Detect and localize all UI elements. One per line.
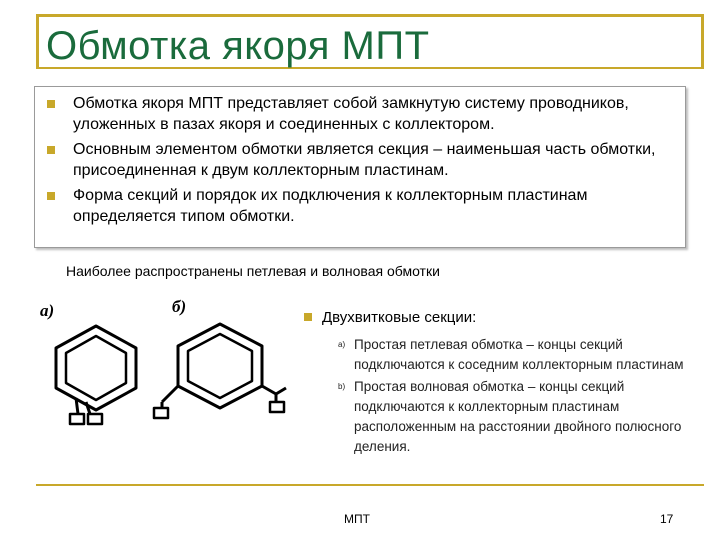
bullet-item <box>47 139 675 181</box>
frame-right-line <box>701 14 704 68</box>
sub-item-a <box>304 335 684 375</box>
sub-text-b: Простая волновая обмотка – концы секций подключаются к коллекторным пластинам расположенным на расстоянии двойного полюсного деления. <box>354 379 682 454</box>
bullet-square-icon <box>47 146 55 154</box>
section-types-panel <box>304 308 684 459</box>
definition-box <box>34 86 686 248</box>
frame-top-line <box>36 14 704 17</box>
bullet-text: Форма секций и порядок их подключения к коллекторным пластинам определяется типом обмотки. <box>73 187 588 225</box>
bullet-item <box>47 93 675 135</box>
winding-diagram <box>36 290 306 450</box>
label-a: а) <box>40 301 55 320</box>
sub-marker-a: a) <box>338 340 346 349</box>
bullet-list <box>35 87 685 227</box>
bullet-text: Основным элементом обмотки является секция – наименьшая часть обмотки, присоединенная к двум коллекторным пластинам. <box>73 141 656 179</box>
bullet-square-icon <box>47 192 55 200</box>
bullet-square-icon <box>304 313 312 321</box>
sub-item-b <box>304 377 684 457</box>
loop-winding-section <box>56 326 136 424</box>
page-number: 17 <box>660 512 674 526</box>
label-b: б) <box>172 297 187 316</box>
section-heading: Двухвитковые секции: <box>322 309 477 326</box>
bullet-item <box>47 185 675 227</box>
sub-marker-b: b) <box>338 382 346 391</box>
footer-label: МПТ <box>344 512 370 526</box>
footer-line <box>36 484 704 486</box>
figure-subtitle: Наиболее распространены петлевая и волновая обмотки <box>66 263 440 279</box>
frame-left-line <box>36 14 39 68</box>
section-heading-item <box>304 308 684 327</box>
wave-winding-section <box>154 324 286 418</box>
slide-title: Обмотка якоря МПТ <box>46 24 430 68</box>
bullet-square-icon <box>47 100 55 108</box>
sub-text-a: Простая петлевая обмотка – концы секций подключаются к соседним коллекторным пластинам <box>354 337 684 372</box>
bullet-text: Обмотка якоря МПТ представляет собой замкнутую систему проводников, уложенных в пазах якоря и соединенных с коллектором. <box>73 95 629 133</box>
